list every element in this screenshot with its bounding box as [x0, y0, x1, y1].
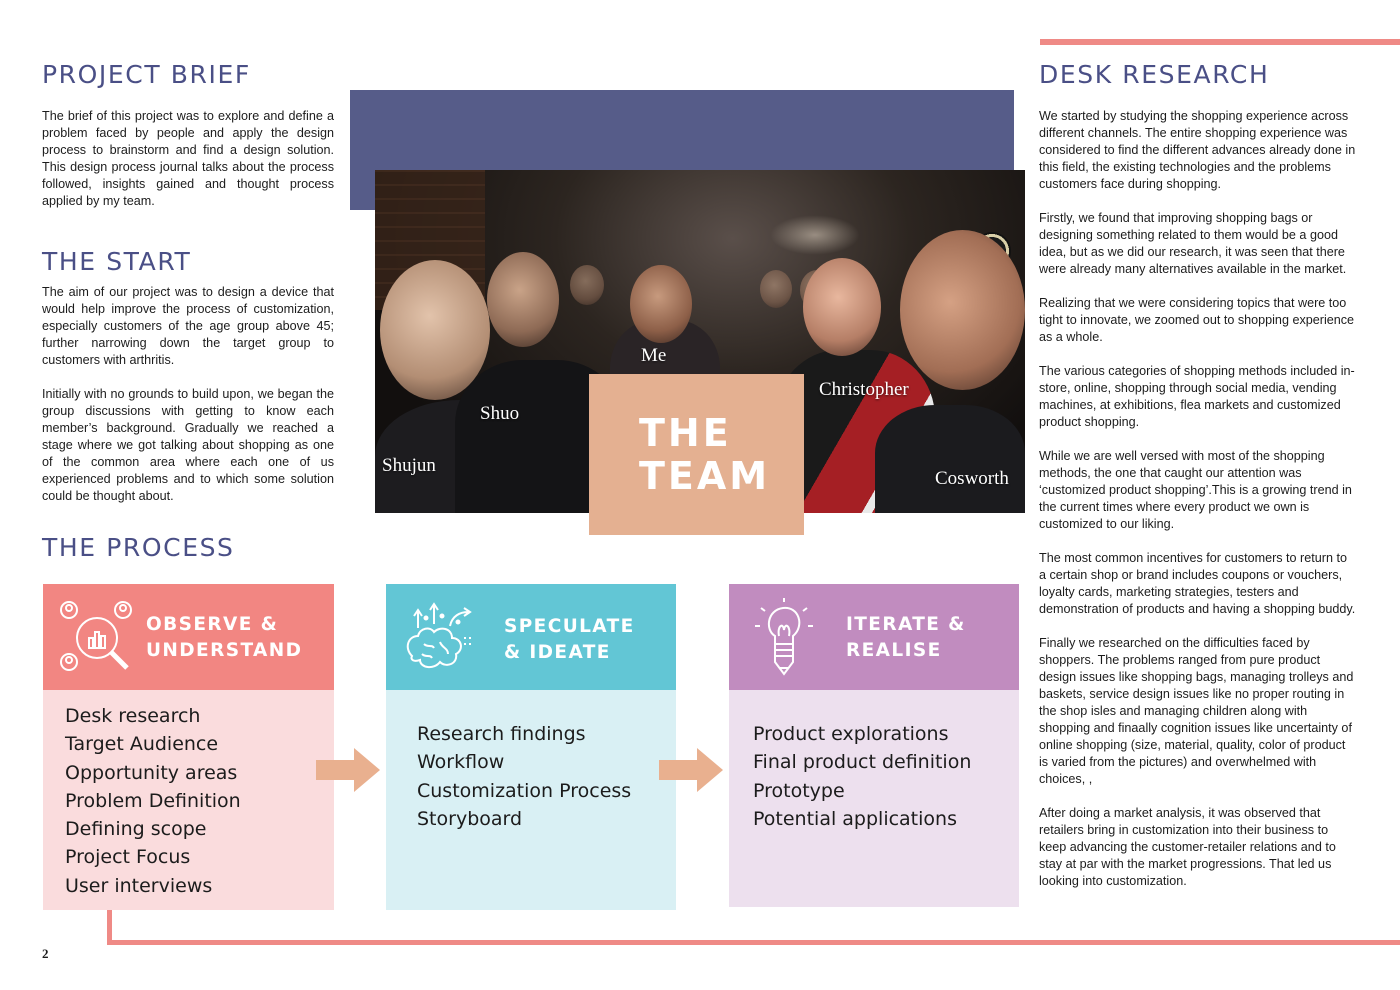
face-shuo — [487, 252, 559, 347]
face-christopher — [803, 258, 881, 356]
card-title-line2: & IDEATE — [504, 642, 611, 663]
process-card-iterate — [729, 584, 1019, 907]
list-item: Product explorations — [753, 723, 949, 745]
face-shujun — [380, 260, 490, 400]
process-card-observe — [43, 584, 334, 910]
card-item-list — [753, 720, 971, 833]
desk-research-paragraph: We started by studying the shopping experience across different channels. The entire shopping experience was considered to find the different advances already done in this field, the existing technologies and the problems customers face during shopping. — [1039, 109, 1356, 191]
background-person — [570, 265, 604, 305]
background-person — [760, 270, 792, 308]
face-me — [630, 265, 692, 343]
desk-research-text — [1039, 108, 1357, 890]
desk-research-paragraph: The most common incentives for customers to return to a certain shop or brand includes coupons or vouchers, loyalty cards, marketing strategies, testers and demonstration of products and having a shopping buddy. — [1039, 551, 1356, 616]
list-item: Target Audience — [65, 733, 219, 756]
card-title-line1: OBSERVE & — [146, 614, 279, 635]
list-item: Opportunity areas — [65, 761, 238, 784]
name-label-shuo: Shuo — [480, 403, 520, 424]
project-brief-heading: PROJECT BRIEF — [42, 60, 251, 89]
the-start-paragraph: Initially with no grounds to build upon, we began the group discussions with getting to know each member’s background. Gradually we reached a stage where we got talking about shopping as one of the common area where each one of us experienced problems and to which some solution could be thought about. — [42, 387, 334, 503]
the-process-heading: THE PROCESS — [42, 533, 235, 562]
project-brief-text — [42, 108, 334, 210]
card-title — [846, 612, 966, 664]
list-item: Customization Process — [417, 779, 632, 802]
name-label-cosworth: Cosworth — [935, 468, 1009, 489]
lightbulb-pencil-icon — [747, 596, 829, 678]
list-item: Research findings — [417, 723, 586, 745]
the-start-text — [42, 284, 334, 505]
project-brief-paragraph: The brief of this project was to explore and define a problem faced by people and apply the design process to brainstorm and find a design solution. This design process journal talks about the process followed, insights gained and thought process applied by my team. — [42, 109, 334, 208]
desk-research-paragraph: Firstly, we found that improving shopping bags or designing something related to them would be a good idea, but as we did our research, it was seen that there were already many alternatives available in the market. — [1039, 211, 1347, 276]
card-title — [504, 614, 635, 666]
brain-ideas-icon — [402, 598, 484, 680]
card-title-line2: UNDERSTAND — [146, 640, 303, 661]
card-title — [146, 612, 302, 664]
list-item: Prototype — [753, 779, 845, 802]
ceiling-light — [770, 215, 860, 255]
page-number: 2 — [42, 946, 49, 961]
list-item: Workflow — [417, 751, 505, 774]
list-item: Storyboard — [417, 807, 523, 830]
desk-research-paragraph: Realizing that we were considering topics that were too tight to innovate, we zoomed out to shopping experience as a whole. — [1039, 296, 1355, 344]
list-item: Potential applications — [753, 807, 957, 830]
arrow-right-icon — [316, 748, 380, 792]
person-body-cosworth — [875, 405, 1025, 513]
team-title-line1: THE — [639, 411, 732, 455]
list-item: Final product definition — [753, 751, 972, 774]
desk-research-heading: DESK RESEARCH — [1039, 60, 1270, 89]
card-title-line1: SPECULATE — [504, 616, 635, 637]
card-title-line2: REALISE — [846, 640, 942, 661]
desk-research-paragraph: Finally we researched on the difficulties faced by shoppers. The problems ranged from pure product design issues like shopping bags, managing trolleys and baskets, service design issues like no proper routing in the shop isles and managing children along with shopping and finaally cognition issues like uncertainty of online shopping (size, material, quality, color of product is varied from the pictures) and overwhelmed with choices, , — [1039, 636, 1354, 786]
magnifier-people-icon — [55, 596, 137, 678]
desk-research-paragraph: While we are well versed with most of the shopping methods, the one that caught our attention was ‘customized product shopping’.This is a growing trend in the current times where every product we own is customized to our liking. — [1039, 449, 1352, 531]
list-item: User interviews — [65, 874, 213, 897]
card-item-list — [417, 720, 631, 833]
the-start-heading: THE START — [42, 247, 192, 276]
name-label-shujun: Shujun — [382, 455, 436, 476]
bottom-frame-line — [107, 940, 1400, 945]
name-label-christopher: Christopher — [819, 379, 909, 400]
list-item: Desk research — [65, 705, 201, 727]
face-cosworth — [900, 230, 1025, 390]
name-label-me: Me — [641, 345, 667, 366]
top-accent-line — [1040, 39, 1400, 45]
team-title-line2: TEAM — [639, 454, 771, 498]
the-start-paragraph: The aim of our project was to design a device that would help improve the process of customization, especially customers of the age group above 45; further narrowing down the target group to customers with arthritis. — [42, 285, 334, 367]
desk-research-paragraph: The various categories of shopping methods included in-store, online, shopping through social media, vending machines, at exhibitions, flea markets and customized product shopping. — [1039, 364, 1355, 429]
list-item: Problem Definition — [65, 789, 241, 812]
card-item-list — [65, 702, 241, 900]
list-item: Project Focus — [65, 846, 191, 869]
arrow-right-icon — [659, 748, 723, 792]
list-item: Defining scope — [65, 818, 207, 841]
card-title-line1: ITERATE & — [846, 614, 966, 635]
desk-research-paragraph: After doing a market analysis, it was observed that retailers bring in customization into their business to keep advancing the customer-retailer relations and to stay at par with the market progressions. That led us looking into customization. — [1039, 806, 1336, 888]
the-team-box — [589, 374, 804, 535]
the-team-title — [639, 412, 770, 498]
process-card-speculate — [386, 584, 676, 910]
